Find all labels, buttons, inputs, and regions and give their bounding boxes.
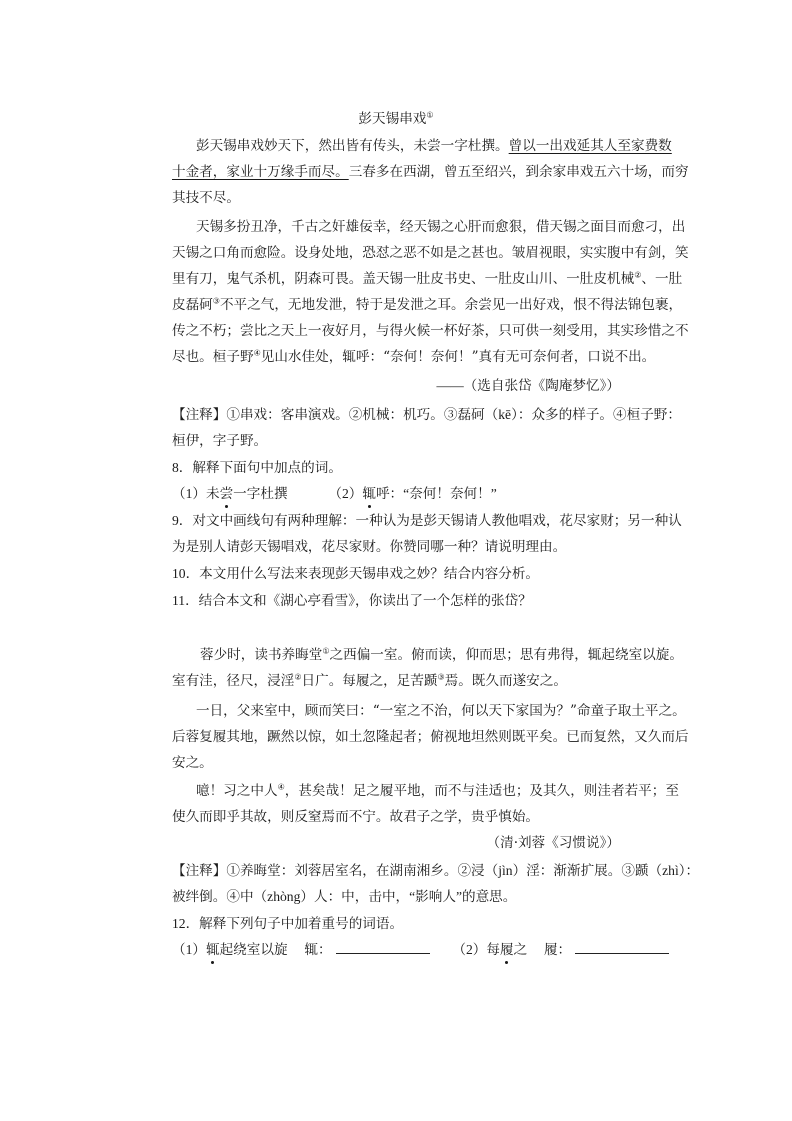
dotted-word: 履 xyxy=(499,942,514,957)
text: 之西偏一室。俯而读，仰而思；思有弗得，辄起绕室以旋。 xyxy=(329,647,683,663)
footnote-marker: ① xyxy=(426,110,434,120)
text: 呼：“奈何！奈何！” xyxy=(375,486,497,501)
question-12: 12．解释下列句子中加着重号的词语。 xyxy=(172,916,404,931)
text: （2） xyxy=(328,486,363,501)
passage2-source: （清·刘蓉《习惯说》） xyxy=(486,835,620,851)
p2-line2: 天锡之口角而愈险。设身处地，恐怼之恶不如是之甚也。皱眉视眼，实实腹中有剑，笑 xyxy=(172,245,689,261)
answer-blank-2[interactable] xyxy=(575,941,669,954)
text: 日广。每履之，足苦踬 xyxy=(301,673,438,689)
p2-line5: 传之不朽；尝比之天上一夜好月，与得火候一杯好茶，只可供一刻受用，其实珍惜之不 xyxy=(172,323,689,339)
p1-line1 xyxy=(196,137,672,155)
text: 之 xyxy=(513,942,528,957)
title-text: 彭天锡串戏 xyxy=(358,111,427,127)
p2-line1: 天锡多扮丑净，千古之奸雄佞幸，经天锡之心肝而愈狠，借天锡之面目而愈刁，出 xyxy=(196,219,686,235)
passage1-source: ——（选自张岱《陶庵梦忆》） xyxy=(436,378,620,393)
underlined-sentence: 十金者，家业十万缘手而尽。 xyxy=(172,164,349,180)
text: 焉。既久而遂安之。 xyxy=(444,673,567,689)
passage1-notes-line1: 【注释】①串戏：客串演戏。②机械：机巧。③磊砢（kē）：众多的样子。④桓子野： xyxy=(172,407,681,422)
dotted-word: 辄 xyxy=(205,942,220,957)
p2-line6 xyxy=(172,348,655,366)
question-12-items xyxy=(172,941,669,959)
footnote-marker: ② xyxy=(634,270,642,280)
text: 见山水佳处，辄呼：“奈何！奈何！”真有无可奈何者，口说不出。 xyxy=(260,349,656,365)
p1-line2 xyxy=(172,163,689,181)
footnote-marker: ③ xyxy=(212,296,220,306)
underlined-sentence: 曾以一出戏延其人至家费数 xyxy=(508,138,672,154)
passage1-title xyxy=(0,110,792,128)
footnote-marker: ④ xyxy=(253,348,261,358)
passage1-notes-line2: 桓伊，字子野。 xyxy=(172,433,268,448)
dotted-word: 辄 xyxy=(362,486,376,501)
text: 彭天锡串戏妙天下，然出皆有传头，未尝一字杜撰。 xyxy=(196,138,509,154)
text: 蓉少时，读书养晦堂 xyxy=(200,647,323,663)
text: 不平之气，无地发泄，特于是发泄之耳。余尝见一出好戏，恨不得法锦包裹， xyxy=(219,297,683,313)
p4-line2: 后蓉复履其地，蹶然以惊，如土忽隆起者；俯视地坦然则既平矣。已而复然，又久而后 xyxy=(172,729,689,745)
text: 尽也。桓子野 xyxy=(172,349,254,365)
footnote-marker: ③ xyxy=(437,672,445,682)
text: 里有刀，鬼气杀机，阴森可畏。盖天锡一肚皮书史、一肚皮山川、一肚皮机械 xyxy=(172,271,635,287)
dotted-word: 尝 xyxy=(219,486,234,501)
text: 三春多在西湖，曾五至绍兴，到余家串戏五六十场，而穷 xyxy=(348,164,689,180)
question-11: 11．结合本文和《湖心亭看雪》，你读出了一个怎样的张岱？ xyxy=(172,593,532,608)
p3-line2 xyxy=(172,672,567,690)
text: 辄： xyxy=(304,942,332,957)
text: 噫！习之中人 xyxy=(196,783,278,799)
question-10: 10．本文用什么写法来表现彭天锡串戏之妙？结合内容分析。 xyxy=(172,566,540,581)
footnote-marker: ① xyxy=(322,646,330,656)
p2-line3 xyxy=(172,270,682,288)
passage2-notes-line2: 被绊倒。④中（zhòng）人：中，击中，“影响人”的意思。 xyxy=(172,889,517,904)
text: （1） xyxy=(172,942,206,957)
p5-line2: 使久而即乎其故，则反窒焉而不宁。故君子之学，贵乎慎始。 xyxy=(172,809,540,825)
footnote-marker: ④ xyxy=(277,782,285,792)
text: 起绕室以旋 xyxy=(219,942,288,957)
text: （1）未 xyxy=(172,486,220,501)
p1-line3: 其技不尽。 xyxy=(172,190,240,206)
question-8: 8．解释下面句中加点的词。 xyxy=(172,460,342,475)
text: 、一肚 xyxy=(641,271,683,287)
p2-line4 xyxy=(172,296,682,314)
p4-line1: 一日，父来室中，顾而笑曰：“一室之不治，何以天下家国为？”命童子取土平之。 xyxy=(196,703,686,719)
p3-line1 xyxy=(200,646,683,664)
passage2-notes-line1: 【注释】①养晦堂：刘蓉居室名，在湖南湘乡。②浸（jìn）淫：渐渐扩展。③踬（zhì）： xyxy=(172,863,700,878)
question-9-line2: 为是别人请彭天锡唱戏，花尽家财。你赞同哪一种？请说明理由。 xyxy=(172,539,567,554)
footnote-marker: ② xyxy=(294,672,302,682)
p5-line1 xyxy=(196,782,679,800)
text: ，甚矣哉！足之履平地，而不与洼适也；及其久，则洼者若平；至 xyxy=(284,783,679,799)
p4-line3: 安之。 xyxy=(172,755,213,771)
text: 室有洼，径尺，浸淫 xyxy=(172,673,295,689)
question-9-line1: 9．对文中画线句有两种理解：一种认为是彭天锡请人教他唱戏，花尽家财；另一种认 xyxy=(172,513,682,528)
text: 履： xyxy=(543,942,572,957)
text: 皮磊砢 xyxy=(172,297,213,313)
text: （2）每 xyxy=(452,942,500,957)
text: 一字杜撰 xyxy=(233,486,288,501)
answer-blank-1[interactable] xyxy=(336,941,430,954)
question-8-items xyxy=(172,485,497,503)
